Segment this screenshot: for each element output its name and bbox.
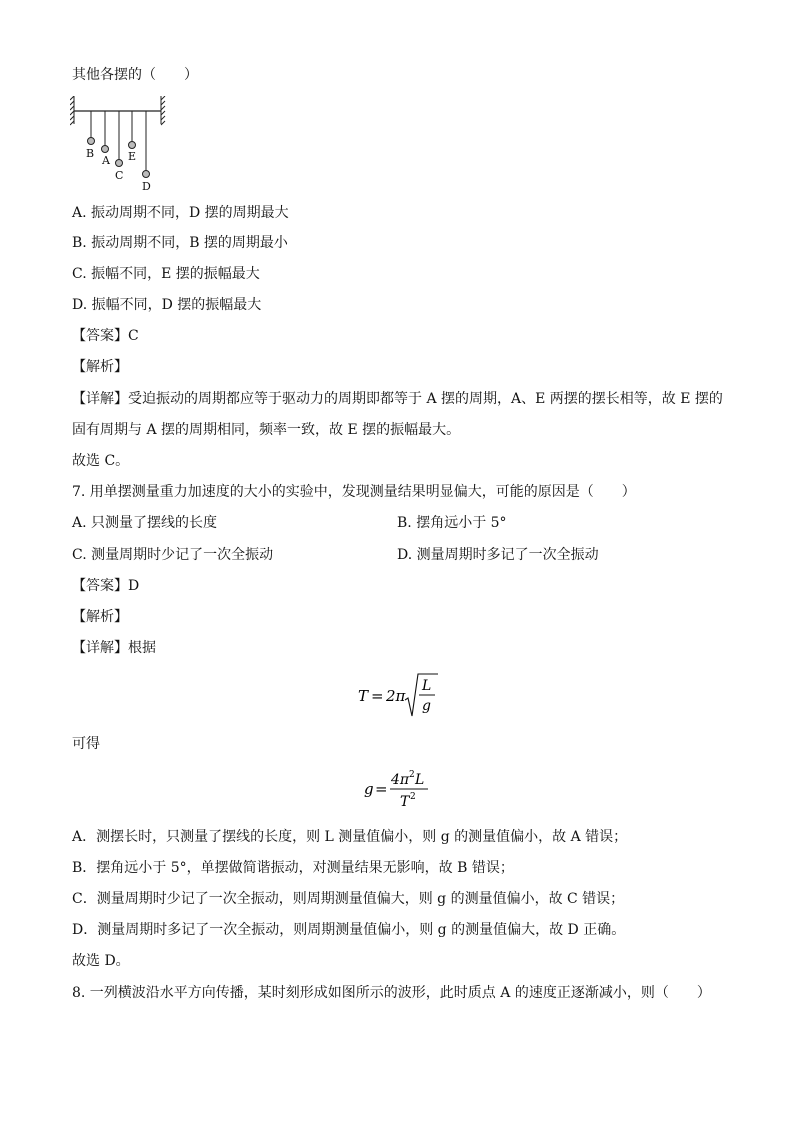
- right-wall-icon: [161, 96, 165, 125]
- label-d: D: [142, 180, 151, 193]
- q6-conclusion: 故选 C。: [72, 453, 130, 469]
- period-equation: [356, 670, 446, 722]
- eq1-coef: 2π: [386, 687, 406, 705]
- label-e: E: [128, 150, 137, 163]
- eq2-den-sup: 2: [410, 792, 416, 802]
- q7-option-a: A. 只测量了摆线的长度: [72, 515, 218, 531]
- q7-analysis-label: 【解析】: [72, 609, 128, 625]
- q7-line-b: B．摆角远小于 5°，单摆做简谐振动，对测量结果无影响，故 B 错误；: [72, 860, 514, 876]
- label-c: C: [115, 169, 124, 182]
- left-wall-icon: [70, 96, 74, 125]
- q6-analysis-label: 【解析】: [72, 359, 128, 375]
- pendulum-c-bob: [116, 160, 123, 167]
- q7-keyi: 可得: [72, 736, 100, 752]
- q7-detail: 【详解】根据: [72, 640, 156, 656]
- q7-line-c: C．测量周期时少记了一次全振动，则周期测量值偏大，则 g 的测量值偏小，故 C 错误；: [72, 891, 625, 907]
- pendulum-b-bob: [88, 138, 95, 145]
- q7-conclusion: 故选 D。: [72, 953, 130, 969]
- q7-line-d: D．测量周期时多记了一次全振动，则周期测量值偏小，则 g 的测量值偏大，故 D 正确。: [72, 922, 626, 938]
- eq2-num-coef: 4π: [391, 772, 410, 788]
- q6-option-b: B. 振动周期不同，B 摆的周期最小: [72, 235, 288, 251]
- q7-option-c: C. 测量周期时少记了一次全振动: [72, 547, 274, 563]
- q6-option-c: C. 振幅不同，E 摆的振幅最大: [72, 266, 260, 282]
- eq1-den: g: [422, 698, 431, 714]
- q7-answer: 【答案】D: [72, 578, 140, 594]
- gravity-equation: [362, 766, 442, 812]
- q6-option-a: A. 振动周期不同，D 摆的周期最大: [72, 205, 289, 221]
- q7-option-d: D. 测量周期时多记了一次全振动: [397, 547, 599, 563]
- q7-option-b: B. 摆角远小于 5°: [397, 515, 507, 531]
- q6-detail-line2: 固有周期与 A 摆的周期相同，频率一致，故 E 摆的振幅最大。: [72, 422, 461, 438]
- pendulum-e-bob: [129, 142, 136, 149]
- q6-option-d: D. 振幅不同，D 摆的振幅最大: [72, 297, 262, 313]
- eq2-num-sup: 2: [409, 770, 415, 780]
- eq2-num-var: L: [415, 772, 425, 788]
- q7-line-a: A．测摆长时，只测量了摆线的长度，则 L 测量值偏小，则 g 的测量值偏小，故 A 错误；: [72, 829, 628, 845]
- eq2-den: T: [400, 794, 410, 810]
- pendulum-a-bob: [102, 146, 109, 153]
- q6-detail-line1: 【详解】受迫振动的周期都应等于驱动力的周期即都等于 A 摆的周期，A、E 两摆的摆长相等，故 E 摆的: [72, 391, 723, 407]
- label-b: B: [86, 147, 95, 160]
- q6-answer: 【答案】C: [72, 328, 139, 344]
- eq1-num: L: [422, 678, 432, 694]
- eq1-lhs: T: [358, 687, 369, 705]
- q6-stem-tail: 其他各摆的（ ）: [72, 67, 198, 83]
- pendulum-figure: [70, 96, 170, 194]
- eq1-equals: =: [371, 687, 384, 705]
- eq2-lhs: g: [364, 780, 374, 798]
- q7-stem: 7. 用单摆测量重力加速度的大小的实验中，发现测量结果明显偏大，可能的原因是（ ）: [72, 484, 636, 500]
- eq2-equals: =: [375, 780, 388, 798]
- q8-stem: 8. 一列横波沿水平方向传播，某时刻形成如图所示的波形，此时质点 A 的速度正逐渐减小，则（ ）: [72, 985, 711, 1001]
- label-a: A: [102, 154, 110, 167]
- pendulum-d-bob: [143, 171, 150, 178]
